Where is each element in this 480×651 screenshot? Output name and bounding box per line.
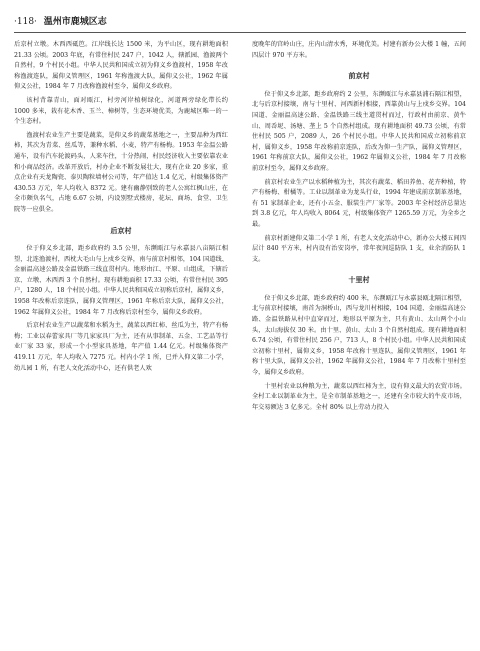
- paragraph: 度晚年的宫岭山庄，庄内山清水秀，环境优美。村建有新办公大楼 1 幢，五间四层计 970 平方米。: [252, 41, 466, 59]
- paragraph: 位于仰义乡北部，距乡政府约 2 公里，东濒瓯江与永嘉县浦石隔江相望，北与后京村接壤，南与十里村、河西新村相接，西靠黄山与上戍乡交界。104 国道、金丽温高速公路、金温铁路三线主道贯村而过，行政村由前京、黄牛山、周岙坭、汤塘、垄上 5 个自然村组成。现有耕地面积 49.73 公顷，有常住村民 505 户，2089 人，26 个村民小组。中华人民共和国成立初称前京村，属仰义乡，1958 年改称前京连队，后改为仰一生产队，属仰义管理区，1961 年称前京大队，属仰义公社，1962 年属仰义公社，1984 年 7 月改称前京村至今，属仰义乡政府。: [252, 90, 466, 172]
- section-heading-qianjing: 前京村: [348, 72, 370, 81]
- paragraph: 前京村新建仰义第二小学 1 所，有老人文化活动中心，新办公大楼五间四层计 840 平方米，村内设有治安岗亭，常年夜间巡防队 1 支，业余消防队 1 支。: [252, 234, 466, 263]
- left-column: [14, 40, 228, 377]
- right-column: [252, 40, 466, 416]
- section-heading-shili: 十里村: [348, 276, 370, 285]
- paragraph: 前京村农业生产以水稻种植为主，其次有蔬菜、稻田养鱼、花卉种植，特产有杨梅、柑橘等。工业以制革业为龙头行业，1994 年建成前京制革基地，有 51 家制革企业，还有小五金、服装生产厂家等。2003 年全村经济总量达到 3.8 亿元，年人均收入 8064 元，村级集体资产 1265.59 万元，为全乡之最。: [252, 178, 466, 228]
- paragraph: 十里村农业以种粮为主，蔬菜以西红柿为主，设有仰义最大的农贸市场。全村工业以制革业为主，是全市制革基地之一，还建有全市较大的牛皮市场，年交易额达 3 亿多元。全村 80% 以上劳动力投入: [252, 382, 466, 411]
- paragraph: 位于仰义乡北部，距乡政府约 400 米，东濒瓯江与永嘉县瓯北隔江相望，北与前京村接壤，南首为洞桥山，西与龙川村相接，104 国道、金丽温高速公路、金温铁路从村中直穿而过，地形以平原为主，只有黄山、太山两个小山头，太山海拔仅 30 米。由十里、黄山、太山 3 个自然村组成。现有耕地面积 6.74 公顷，有常住村民 256 户，713 人，8 个村民小组。中华人民共和国成立初称十里村，属仰义乡，1958 年改称十里连队，属仰义管理区，1961 年称十里大队，属仰义公社，1962 年属仰义公社，1984 年 7 月改称十里村至今，属仰义乡政府。: [252, 294, 466, 377]
- header-rule: [14, 32, 466, 33]
- page-header: [14, 14, 466, 30]
- paragraph: 后京村立墩。木西西砥笆。江岸线长达 1500 米，为平山区，现有耕地面积 21.33 公顷。2003 年底，有常住村民 247 户，1042 人，辖派园、渔渡两个自然村，9 个村民小组。中华人民共和国成立初为仰义乡渔渡村，1958 年改称渔渡连队，属仰义管理区，1961 年称渔渡大队，属仰义公社，1962 年属仰义公社，1984 年 7 月改称渔渡村至今，属仰义乡政府。: [14, 41, 228, 91]
- paragraph: 该村背靠青山，面对瓯江，村旁河岸植树绿化，河道两旁绿化带长约 1000 多米，栽有花木香、玉兰、樟树等，生态环境优美，为鹿城区唯一的一个生态村。: [14, 96, 228, 126]
- paragraph: 位于仰义乡北部，距乡政府约 3.5 公里，东濒瓯江与永嘉县八亩隔江相望，北连渔渡村，西枕大毛山与上戍乡交界，南与前京村相邻，104 国道线、金丽温高速公路及金温铁路三线直贯村内。地形由江、平原、山组成，下辖后京、立墩、木西西 3 个自然村。现有耕地面积 17.33 公顷，有常住村民 395 户，1280 人，18 个村民小组。中华人民共和国成立初称后京村，属仰义乡，1958 年改称后京连队，属仰义管理区，1961 年称后京大队，属仰义公社，1962 年属仰义公社，1984 年 7 月改称后京村至今，属仰义乡政府。: [14, 245, 228, 316]
- section-heading-houjing: 后京村: [110, 226, 132, 235]
- book-title: 温州市鹿城区志: [43, 17, 107, 27]
- page-number: ·118·: [14, 17, 37, 27]
- paragraph: 后京村农业生产以蔬菜和水稻为主，蔬菜以西红柿、丝瓜为主，特产有杨梅；工业以春蕾家具厂等几家家具厂为主，还有从事制革、五金、工艺品等行业厂家 33 家，形成一个小型家具基地，年产值 1.44 亿元。村级集体资产 419.11 万元，年人均收入 7275 元。村内小学 1 所，已并入仰义第二小学，幼儿园 1 所，有老人文化活动中心，还有供老人欢: [14, 322, 228, 372]
- paragraph: 渔渡村农业生产主要是蔬菜，是仰义乡的蔬菜基地之一，主要品种为西红柿，其次为青菜、丝瓜等，兼种水稻、小麦，特产有杨梅。1953 年金温公路通车，设有汽车轮渡码头，人来车往，十分热闹，村民经济收入主要依靠农业和小商品经济。改革开放后，村办企业不断发展壮大，现有企业 20 多家，重点企业有天龙陶瓷、泰贝陶粒墙材公司等，年产值达 1.4 亿元，村级集体资产 430.53 万元，年人均收入 8372 元。建有幽静别致的老人公寓红枫山庄，在全市颇负名气，占地 6.67 公顷，内设别墅式楼房，花坛、商场、食堂、卫生院等一应俱全。: [14, 131, 228, 213]
